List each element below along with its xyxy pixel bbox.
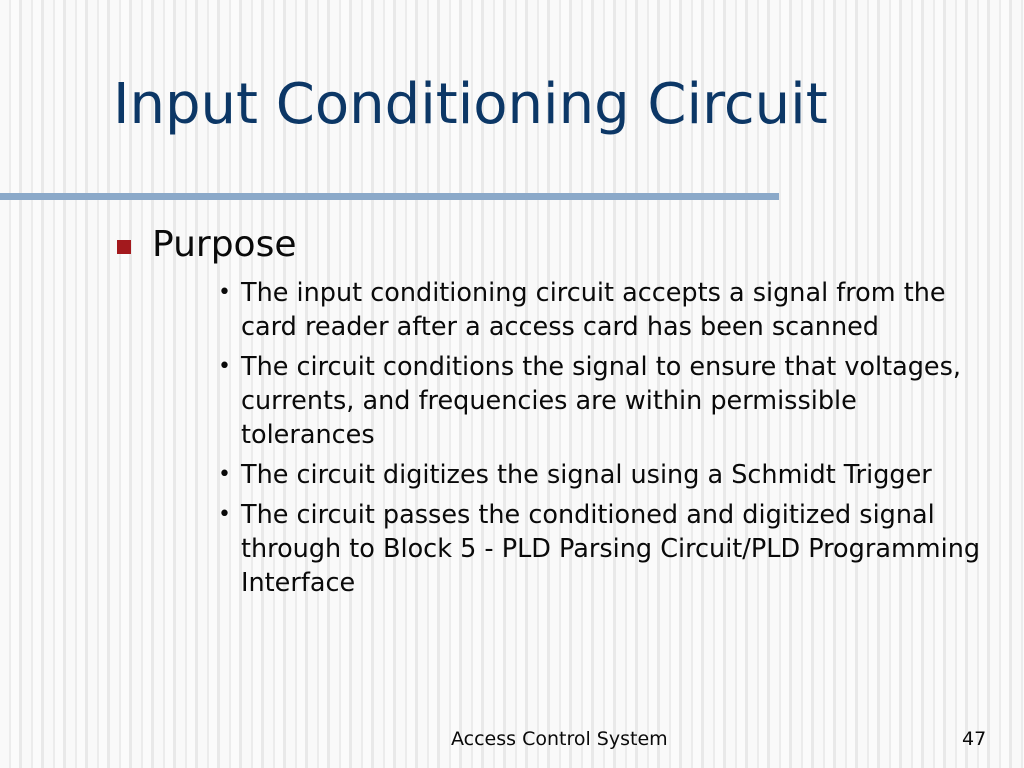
round-bullet-icon: •: [218, 354, 231, 379]
sub-bullet-text: The circuit passes the conditioned and digitized signal through to Block 5 - PLD Parsing Circuit/PLD Programming Interface: [241, 500, 981, 598]
title-underline-rule: [0, 193, 779, 200]
sub-bullet-list: [214, 276, 984, 606]
sub-bullet-item: [214, 350, 984, 452]
slide-title: Input Conditioning Circuit: [113, 72, 828, 137]
round-bullet-icon: •: [218, 502, 231, 527]
sub-bullet-item: [214, 276, 984, 344]
bullet-item-purpose: [113, 224, 993, 266]
footer-title: Access Control System: [451, 728, 668, 750]
sub-bullet-text: The circuit conditions the signal to ensure that voltages, currents, and frequencies are within permissible tolerances: [241, 352, 961, 450]
sub-bullet-item: [214, 498, 984, 600]
round-bullet-icon: •: [218, 280, 231, 305]
sub-bullet-text: The circuit digitizes the signal using a Schmidt Trigger: [241, 460, 932, 490]
sub-bullet-item: [214, 458, 984, 492]
bullet-heading: Purpose: [152, 224, 297, 265]
page-number: 47: [962, 728, 987, 750]
sub-bullet-text: The input conditioning circuit accepts a signal from the card reader after a access card has been scanned: [241, 278, 946, 342]
square-bullet-icon: [117, 240, 131, 254]
round-bullet-icon: •: [218, 462, 231, 487]
